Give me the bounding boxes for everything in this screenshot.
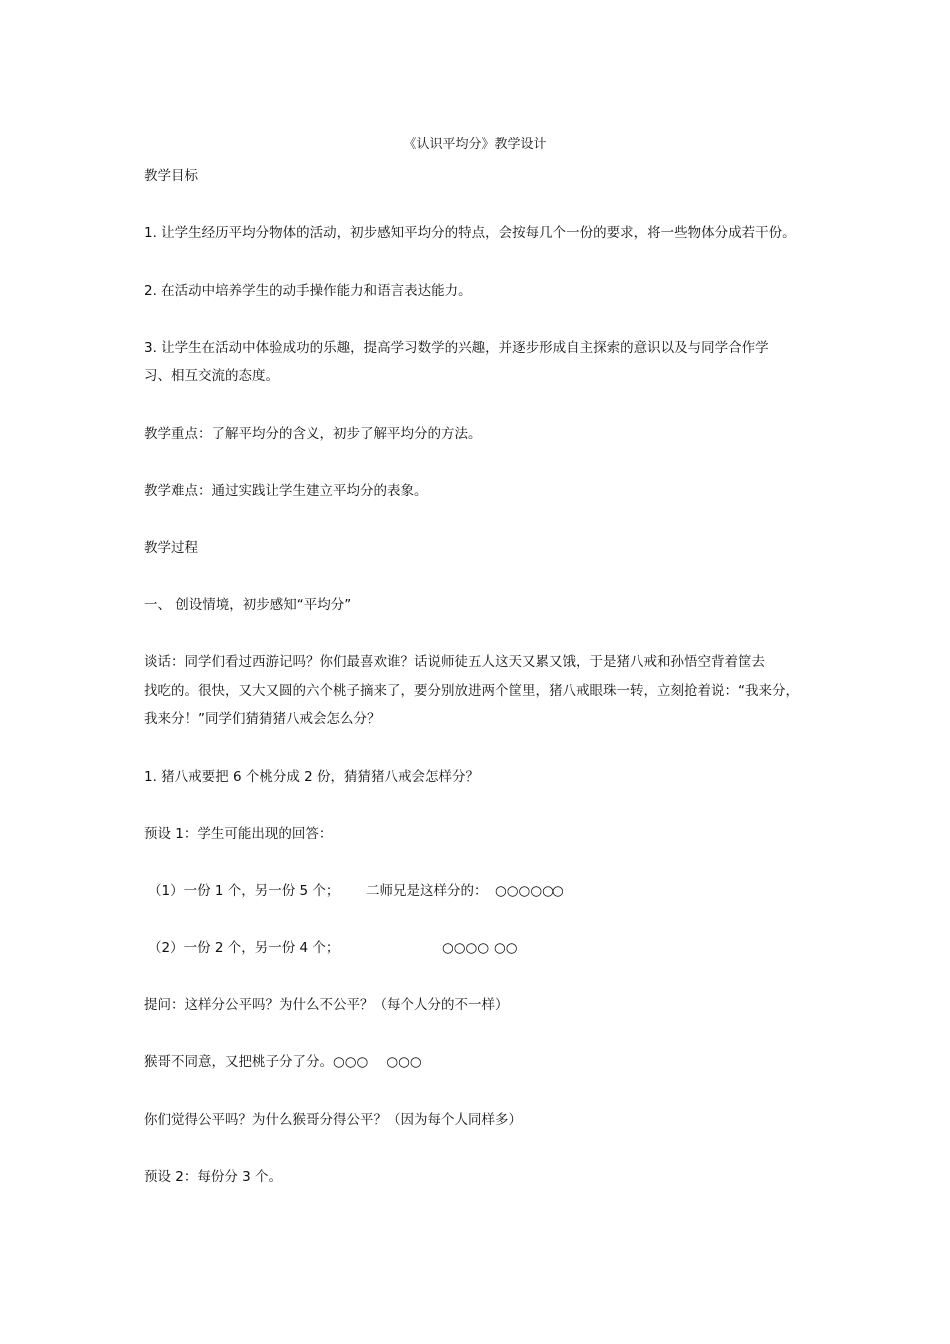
answer-1-dots-b: ○ xyxy=(552,883,564,899)
question-fair: 提问：这样分公平吗？为什么不公平？（每个人分的不一样） xyxy=(144,997,509,1013)
preset-1: 预设 1：学生可能出现的回答： xyxy=(144,826,333,842)
story-line-3: 我来分！”同学们猜猜猪八戒会怎么分？ xyxy=(144,711,381,727)
document-title: 《认识平均分》教学设计 xyxy=(403,137,547,152)
objective-2: 2. 在活动中培养学生的动手操作能力和语言表达能力。 xyxy=(144,283,472,299)
process-heading: 教学过程 xyxy=(144,540,198,556)
preset-2: 预设 2：每份分 3 个。 xyxy=(144,1169,283,1185)
monkey-row xyxy=(144,1048,824,1076)
difficulty: 教学难点：通过实践让学生建立平均分的表象。 xyxy=(144,483,428,499)
key-point: 教学重点：了解平均分的含义，初步了解平均分的方法。 xyxy=(144,426,482,442)
monkey-text: 猴哥不同意，又把桃子分了分。 xyxy=(144,1054,333,1070)
answer-2-dots-b: ○○ xyxy=(494,940,518,956)
question-monkey: 你们觉得公平吗？为什么猴哥分得公平？（因为每个人同样多） xyxy=(144,1112,522,1128)
answer-1-dots-a: ○○○○○ xyxy=(495,883,554,899)
objective-1: 1. 让学生经历平均分物体的活动，初步感知平均分的特点，会按每几个一份的要求，将一些物体分成若干份。 xyxy=(144,225,796,241)
section-1-heading: 一、 创设情境，初步感知“平均分” xyxy=(144,597,352,613)
objective-3-line-2: 习、相互交流的态度。 xyxy=(144,368,279,384)
answer-1-text: （1）一份 1 个，另一份 5 个； xyxy=(148,883,340,899)
story-line-1: 谈话：同学们看过西游记吗？你们最喜欢谁？话说师徒五人这天又累又饿，于是猪八戒和孙悟空背着筐去 xyxy=(144,654,765,670)
monkey-dots-b: ○○○ xyxy=(386,1054,422,1070)
objective-3-line-1: 3. 让学生在活动中体验成功的乐趣，提高学习数学的兴趣，并逐步形成自主探索的意识以及与同学合作学 xyxy=(144,340,769,356)
monkey-dots-a: ○○○ xyxy=(333,1054,369,1070)
story-line-2: 找吃的。很快，又大又圆的六个桃子摘来了，要分别放进两个筐里，猪八戒眼珠一转，立刻抢着说：“我来分， xyxy=(144,683,799,699)
question-1: 1. 猪八戒要把 6 个桃分成 2 份，猜猜猪八戒会怎样分？ xyxy=(144,769,480,785)
answer-2-dots-a: ○○○○ xyxy=(442,940,490,956)
answer-1-note: 二师兄是这样分的： xyxy=(366,883,488,899)
objectives-heading: 教学目标 xyxy=(144,168,198,184)
answer-2-text: （2）一份 2 个，另一份 4 个； xyxy=(148,940,340,956)
